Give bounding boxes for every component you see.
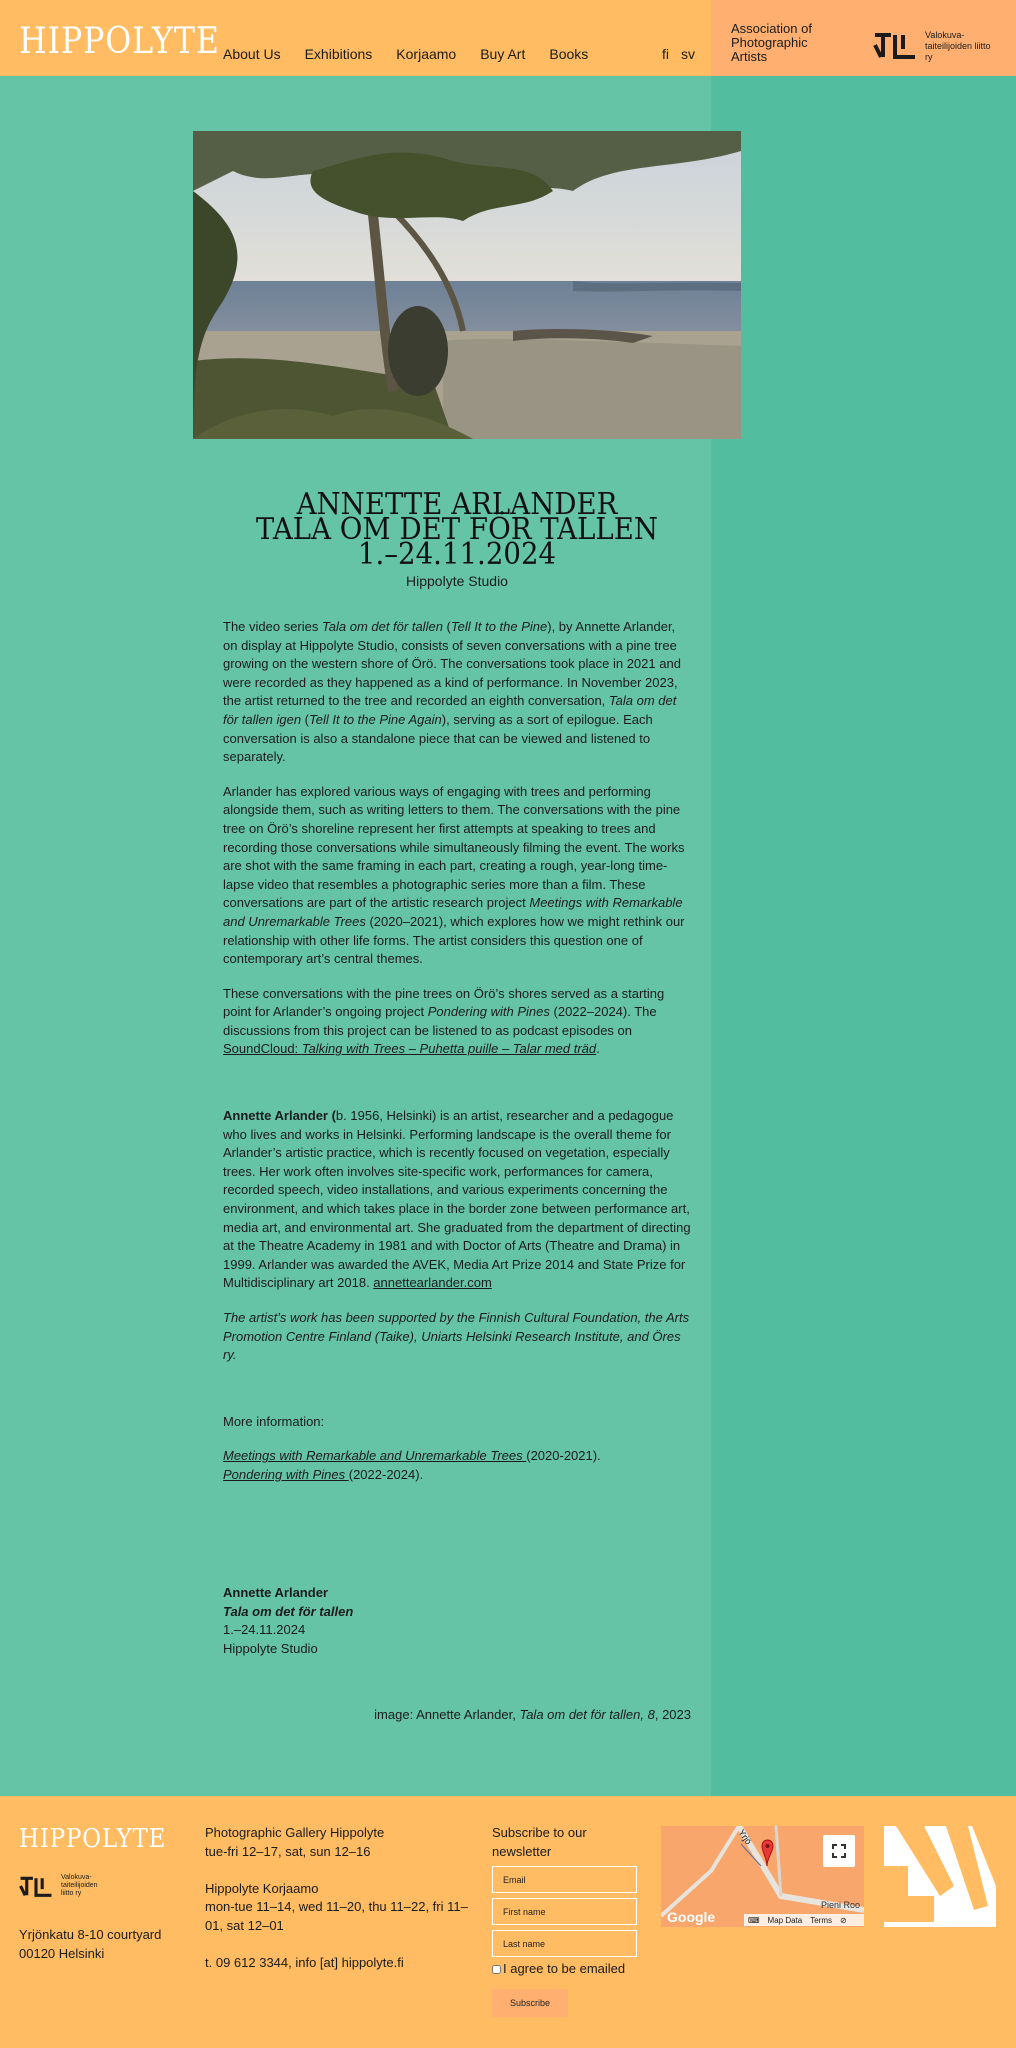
image-credit: image: Annette Arlander, Tala om det för tallen, 8, 2023 (374, 1707, 691, 1722)
fullscreen-icon (823, 1835, 855, 1867)
text: ), serving as a sort of epilogue. Each conversation is also a standalone piece that can be viewed and listened to separately. (223, 711, 653, 765)
exhibition-description (223, 618, 693, 1501)
text: ), by Annette Arlander, on display at Hippolyte Studio, consists of seven conversations with a pine tree growing on the western shore of Örö. The conversations took place in 2021 and were recorded as they happened as a kind of performance. In November 2023, the artist returned to the tree and recorded an eighth conversation, (223, 619, 681, 709)
more-info-links (223, 1447, 693, 1484)
language-switcher (662, 46, 695, 62)
work-title: Tell It to the Pine Again (309, 711, 442, 727)
work-title: Tala om det för tallen (322, 619, 443, 634)
dates-heading: 1.–24.11.2024 (357, 537, 557, 572)
soundcloud-link[interactable]: SoundCloud: Talking with Trees – Puhetta puille – Talar med träd (223, 1041, 597, 1057)
footer (0, 1796, 1016, 2048)
support-text: The artist’s work has been supported by the Finnish Cultural Foundation, the Arts Promotion Centre Finland (Taike), Uniarts Helsinki Research Institute, and Öres ry. (223, 1310, 690, 1363)
text: The video series (223, 619, 322, 634)
side-column (711, 76, 1016, 1796)
location-map[interactable] (661, 1826, 864, 1927)
main-nav (223, 46, 612, 62)
nav-buy-art[interactable]: Buy Art (480, 46, 526, 62)
footer-logo[interactable]: HIPPOLYTE (19, 1824, 167, 1854)
nav-korjaamo[interactable]: Korjaamo (396, 46, 457, 62)
vtl-logo-icon[interactable] (873, 31, 917, 59)
header (0, 0, 711, 76)
text: Arlander has explored various ways of engaging with trees and performing alongside them, such as writing letters to them. The conversations with the pine tree on Örö’s shoreline represent her first attempts at speaking to trees and recording those conversations while simultaneously filming the event. The works are shot with the same framing in each part, creating a rough, year-long time-lapse video that resembles a photographic series more than a film. These conversations are part of the artistic research project (223, 783, 685, 911)
text: (2020–2021), which explores how we might rethink our relationship with other life forms. The artist considers this question one of contemporary art’s central themes. (223, 913, 685, 967)
project-title: Pondering with Pines (427, 1004, 550, 1020)
email-field[interactable] (492, 1866, 637, 1893)
lang-sv[interactable]: sv (681, 46, 695, 62)
text: These conversations with the pine trees on Örö’s shores served as a starting point for Arlander’s ongoing project (223, 985, 665, 1020)
last-name-field[interactable] (492, 1930, 637, 1957)
nav-about-us[interactable]: About Us (223, 46, 281, 62)
exhibition-image (193, 131, 741, 439)
map-data-link[interactable]: Map Data (767, 1915, 803, 1925)
nav-exhibitions[interactable]: Exhibitions (304, 46, 373, 62)
hippolyte-emblem-icon (884, 1826, 996, 1927)
address-line: 00120 Helsinki (19, 1945, 105, 1961)
pondering-pines-link[interactable]: Pondering with Pines (223, 1466, 349, 1482)
credit-dates: 1.–24.11.2024 (223, 1622, 306, 1638)
paragraph-bio (223, 1107, 693, 1293)
text: ( (442, 619, 451, 634)
credit-artist: Annette Arlander (223, 1585, 328, 1600)
paragraph-intro (223, 618, 693, 767)
consent-checkbox[interactable] (492, 1965, 501, 1974)
text: (2020-2021). (526, 1448, 601, 1464)
text: ( (301, 711, 310, 727)
footer-vtl-text: Valokuva-taiteilijoiden liitto ry (61, 1874, 98, 1897)
nav-books[interactable]: Books (549, 46, 589, 62)
map-street-label: Yrjö (736, 1827, 754, 1847)
exhibition-title (193, 487, 721, 589)
credit-title: Tala om det för tallen (223, 1603, 354, 1619)
artist-heading: ANNETTE ARLANDER (296, 487, 618, 522)
site-logo[interactable]: HIPPOLYTE (19, 21, 220, 62)
fullscreen-button[interactable] (823, 1835, 855, 1867)
newsletter-form (492, 1824, 638, 2017)
map-attribution-bar (744, 1914, 864, 1926)
text: (2022-2024). (348, 1466, 424, 1482)
report-icon[interactable]: ⊘ (840, 1915, 847, 1925)
footer-vtl-logo[interactable] (19, 1874, 109, 1900)
footer-address (19, 1926, 161, 1963)
first-name-field[interactable] (492, 1898, 637, 1925)
google-logo: Google (667, 1909, 716, 1925)
project-title: Meetings with Remarkable and Unremarkable Trees (223, 895, 683, 929)
paragraph-practice (223, 783, 693, 969)
association-header (711, 0, 1016, 76)
association-link[interactable]: Association of Photographic Artists (731, 21, 812, 64)
paragraph-project (223, 985, 693, 1059)
credit-venue: Hippolyte Studio (223, 1640, 318, 1656)
lang-fi[interactable]: fi (662, 46, 669, 62)
text: b. 1956, Helsinki) is an artist, researcher and a pedagogue who lives and works in Helsinki. Performing landscape is the overall theme for Arlander’s artistic practice, which is recently focused on vegetation, especially trees. Her work often involves site-specific work, performances for camera, recorded speech, video installations, and various experiments concerning the environment, and which takes place in the border zone between performance art, media art, and environmental art. She graduated from the department of directing at the Theatre Academy in 1981 and with Doctor of Arts (Theatre and Drama) in 1999. Arlander was awarded the AVEK, Media Art Prize 2014 and State Prize for Multidisciplinary art 2018. (223, 1108, 691, 1291)
exhibition-credits (223, 1584, 353, 1658)
address-line: Yrjönkatu 8-10 courtyard (19, 1927, 162, 1942)
contact-info: t. 09 612 3344, info [at] hippolyte.fi (205, 1955, 404, 1971)
text: . (596, 1041, 600, 1057)
consent-label: I agree to be emailed (503, 1961, 626, 1977)
meetings-trees-link[interactable]: Meetings with Remarkable and Unremarkable Trees (223, 1448, 527, 1464)
subscribe-button[interactable]: Subscribe (492, 1989, 568, 2017)
work-title: Tala om det för tallen igen (223, 693, 677, 727)
footer-opening-hours (205, 1824, 475, 1973)
artist-name: Annette Arlander ( (223, 1108, 336, 1124)
newsletter-heading: Subscribe to our newsletter (492, 1825, 587, 1859)
pine-shore-image (193, 131, 741, 439)
keyboard-icon[interactable]: ⌨ (748, 1915, 760, 1925)
consent-checkbox-row[interactable] (492, 1960, 638, 1979)
title-heading: TALA OM DET FÖR TALLEN (255, 512, 659, 547)
gallery-name: Photographic Gallery Hippolyte (205, 1825, 385, 1840)
map-street-label: Pieni Roo (821, 1900, 861, 1910)
work-title: Tell It to the Pine (450, 619, 548, 634)
map-terms-link[interactable]: Terms (810, 1915, 833, 1925)
more-info-label: More information: (223, 1413, 325, 1429)
gallery-hours: tue-fri 12–17, sat, sun 12–16 (205, 1843, 371, 1859)
venue-label: Hippolyte Studio (406, 573, 508, 589)
paragraph-support (223, 1309, 693, 1365)
vtl-logo-icon (19, 1874, 53, 1898)
artist-website-link[interactable]: annettearlander.com (373, 1275, 492, 1291)
vtl-logo-text: Valokuva-taiteilijoiden liitto ry (925, 30, 991, 62)
korjaamo-hours: mon-tue 11–14, wed 11–20, thu 11–22, fri 11–01, sat 12–01 (205, 1899, 468, 1933)
korjaamo-name: Hippolyte Korjaamo (205, 1880, 319, 1896)
text: (2022–2024). The discussions from this project can be listened to as podcast episodes on (223, 1004, 657, 1038)
